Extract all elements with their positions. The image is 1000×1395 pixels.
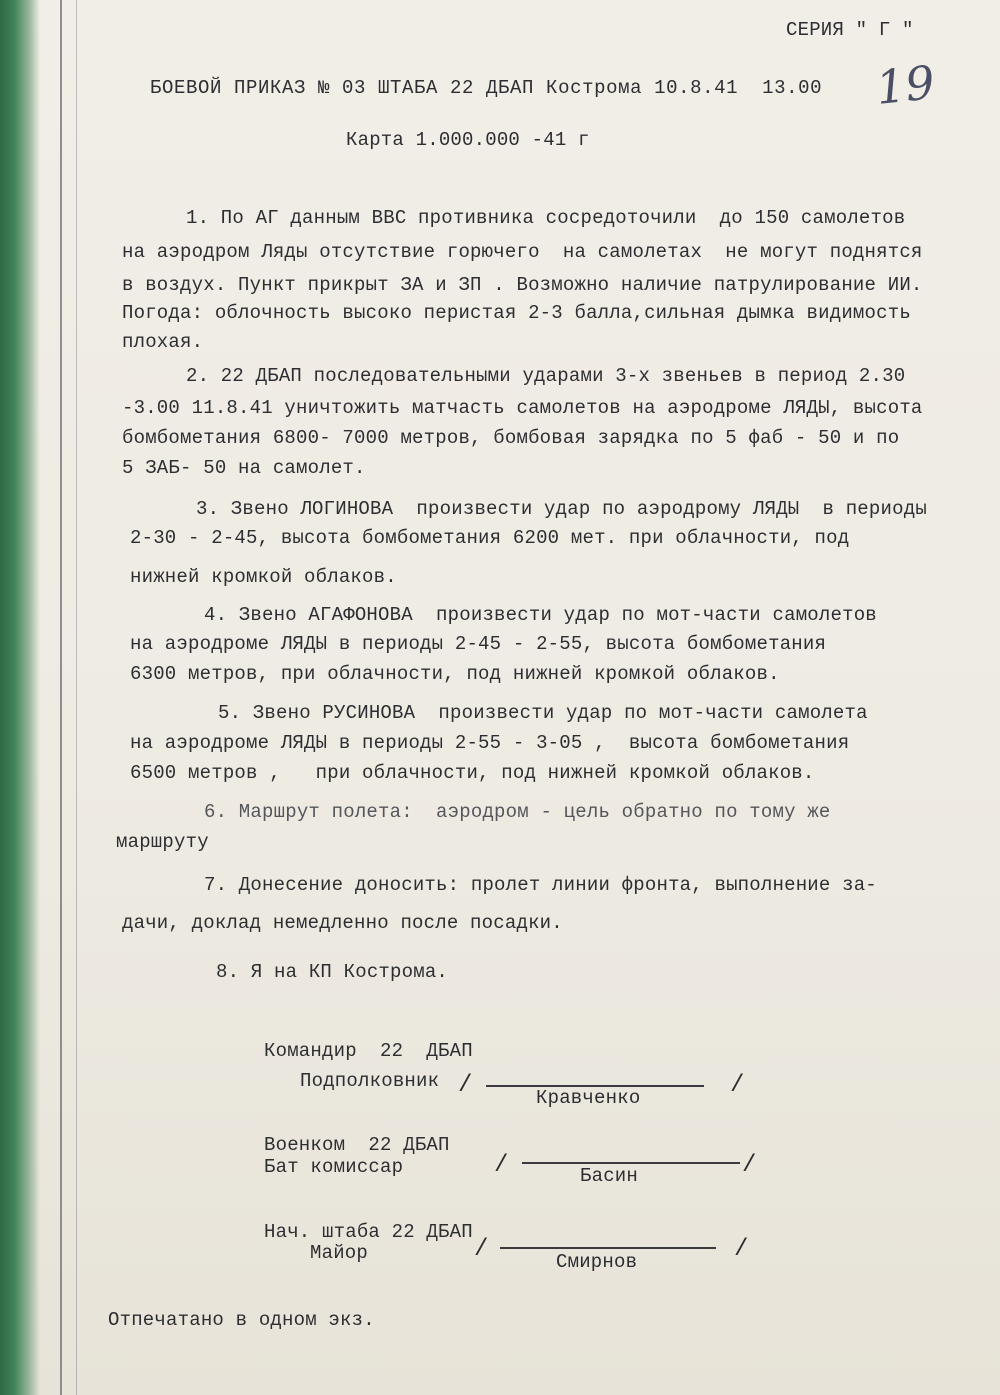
paragraph-3-line: 2-30 - 2-45, высота бомбометания 6200 мет. при облачности, под [130, 527, 850, 549]
margin-line [60, 0, 62, 1395]
map-reference: Карта 1.000.000 -41 г [346, 129, 590, 151]
paragraph-3-line: 3. Звено ЛОГИНОВА произвести удар по аэродрому ЛЯДЫ в периоды [196, 498, 927, 520]
paragraph-2-line: бомбометания 6800- 7000 метров, бомбовая зарядка по 5 фаб - 50 и по [122, 427, 900, 449]
signature-slash: / [734, 1236, 749, 1263]
series-label: СЕРИЯ " Г " [786, 19, 914, 41]
commissar-rank: Бат комиссар [264, 1156, 404, 1178]
paragraph-1-line: 1. По АГ данным ВВС противника сосредоточили до 150 самолетов [186, 207, 906, 229]
commander-title: Командир 22 ДБАП [264, 1040, 473, 1062]
chief-of-staff-name: Смирнов [556, 1251, 638, 1273]
commissar-title: Военком 22 ДБАП [264, 1134, 450, 1156]
binding-edge [0, 0, 40, 1395]
paragraph-1-line: на аэродром Ляды отсутствие горючего на самолетах не могут поднятся [122, 241, 923, 263]
signature-slash: / [494, 1152, 509, 1179]
commander-rank: Подполковник [300, 1070, 440, 1092]
paragraph-3-line: нижней кромкой облаков. [130, 566, 397, 588]
paragraph-1-line: в воздух. Пункт прикрыт ЗА и ЗП . Возможно наличие патрулирование ИИ. [122, 274, 923, 296]
paragraph-2-line: -3.00 11.8.41 уничтожить матчасть самолетов на аэродроме ЛЯДЫ, высота [122, 397, 923, 419]
paragraph-1-line: Погода: облочность высоко перистая 2-3 балла,сильная дымка видимость [122, 302, 911, 324]
paragraph-5-line: на аэродроме ЛЯДЫ в периоды 2-55 - 3-05 , высота бомбометания [130, 732, 850, 754]
margin-line-secondary [76, 0, 77, 1395]
copies-note: Отпечатано в одном экз. [108, 1309, 375, 1331]
paragraph-1-line: плохая. [122, 331, 204, 353]
signature-slash: / [730, 1072, 745, 1099]
paragraph-7-line: дачи, доклад немедленно после посадки. [122, 912, 563, 934]
commander-name: Кравченко [536, 1087, 641, 1109]
paragraph-5-line: 6500 метров , при облачности, под нижней кромкой облаков. [130, 762, 815, 784]
paragraph-2-line: 2. 22 ДБАП последовательными ударами 3-х звеньев в период 2.30 [186, 365, 906, 387]
signature-line [500, 1247, 716, 1249]
paragraph-6-line: маршруту [116, 831, 209, 853]
signature-slash: / [458, 1072, 473, 1099]
paragraph-6-line: 6. Маршрут полета: аэродром - цель обратно по тому же [204, 801, 831, 823]
paragraph-5-line: 5. Звено РУСИНОВА произвести удар по мот-части самолета [218, 702, 868, 724]
order-title: БОЕВОЙ ПРИКАЗ № 03 ШТАБА 22 ДБАП Кострома 10.8.41 13.00 [150, 77, 823, 99]
paragraph-7-line: 7. Донесение доносить: пролет линии фронта, выполнение за- [204, 874, 877, 896]
chief-of-staff-rank: Майор [310, 1242, 369, 1264]
commissar-name: Басин [580, 1165, 639, 1187]
paragraph-4-line: 4. Звено АГАФОНОВА произвести удар по мот-части самолетов [204, 604, 877, 626]
paragraph-2-line: 5 ЗАБ- 50 на самолет. [122, 457, 366, 479]
chief-of-staff-title: Нач. штаба 22 ДБАП [264, 1221, 473, 1243]
paragraph-4-line: 6300 метров, при облачности, под нижней кромкой облаков. [130, 663, 780, 685]
signature-slash: / [742, 1152, 757, 1179]
signature-slash: / [474, 1236, 489, 1263]
paragraph-8-line: 8. Я на КП Кострома. [216, 961, 449, 983]
handwritten-page-number: 19 [873, 55, 938, 115]
paragraph-4-line: на аэродроме ЛЯДЫ в периоды 2-45 - 2-55, высота бомбометания [130, 633, 827, 655]
